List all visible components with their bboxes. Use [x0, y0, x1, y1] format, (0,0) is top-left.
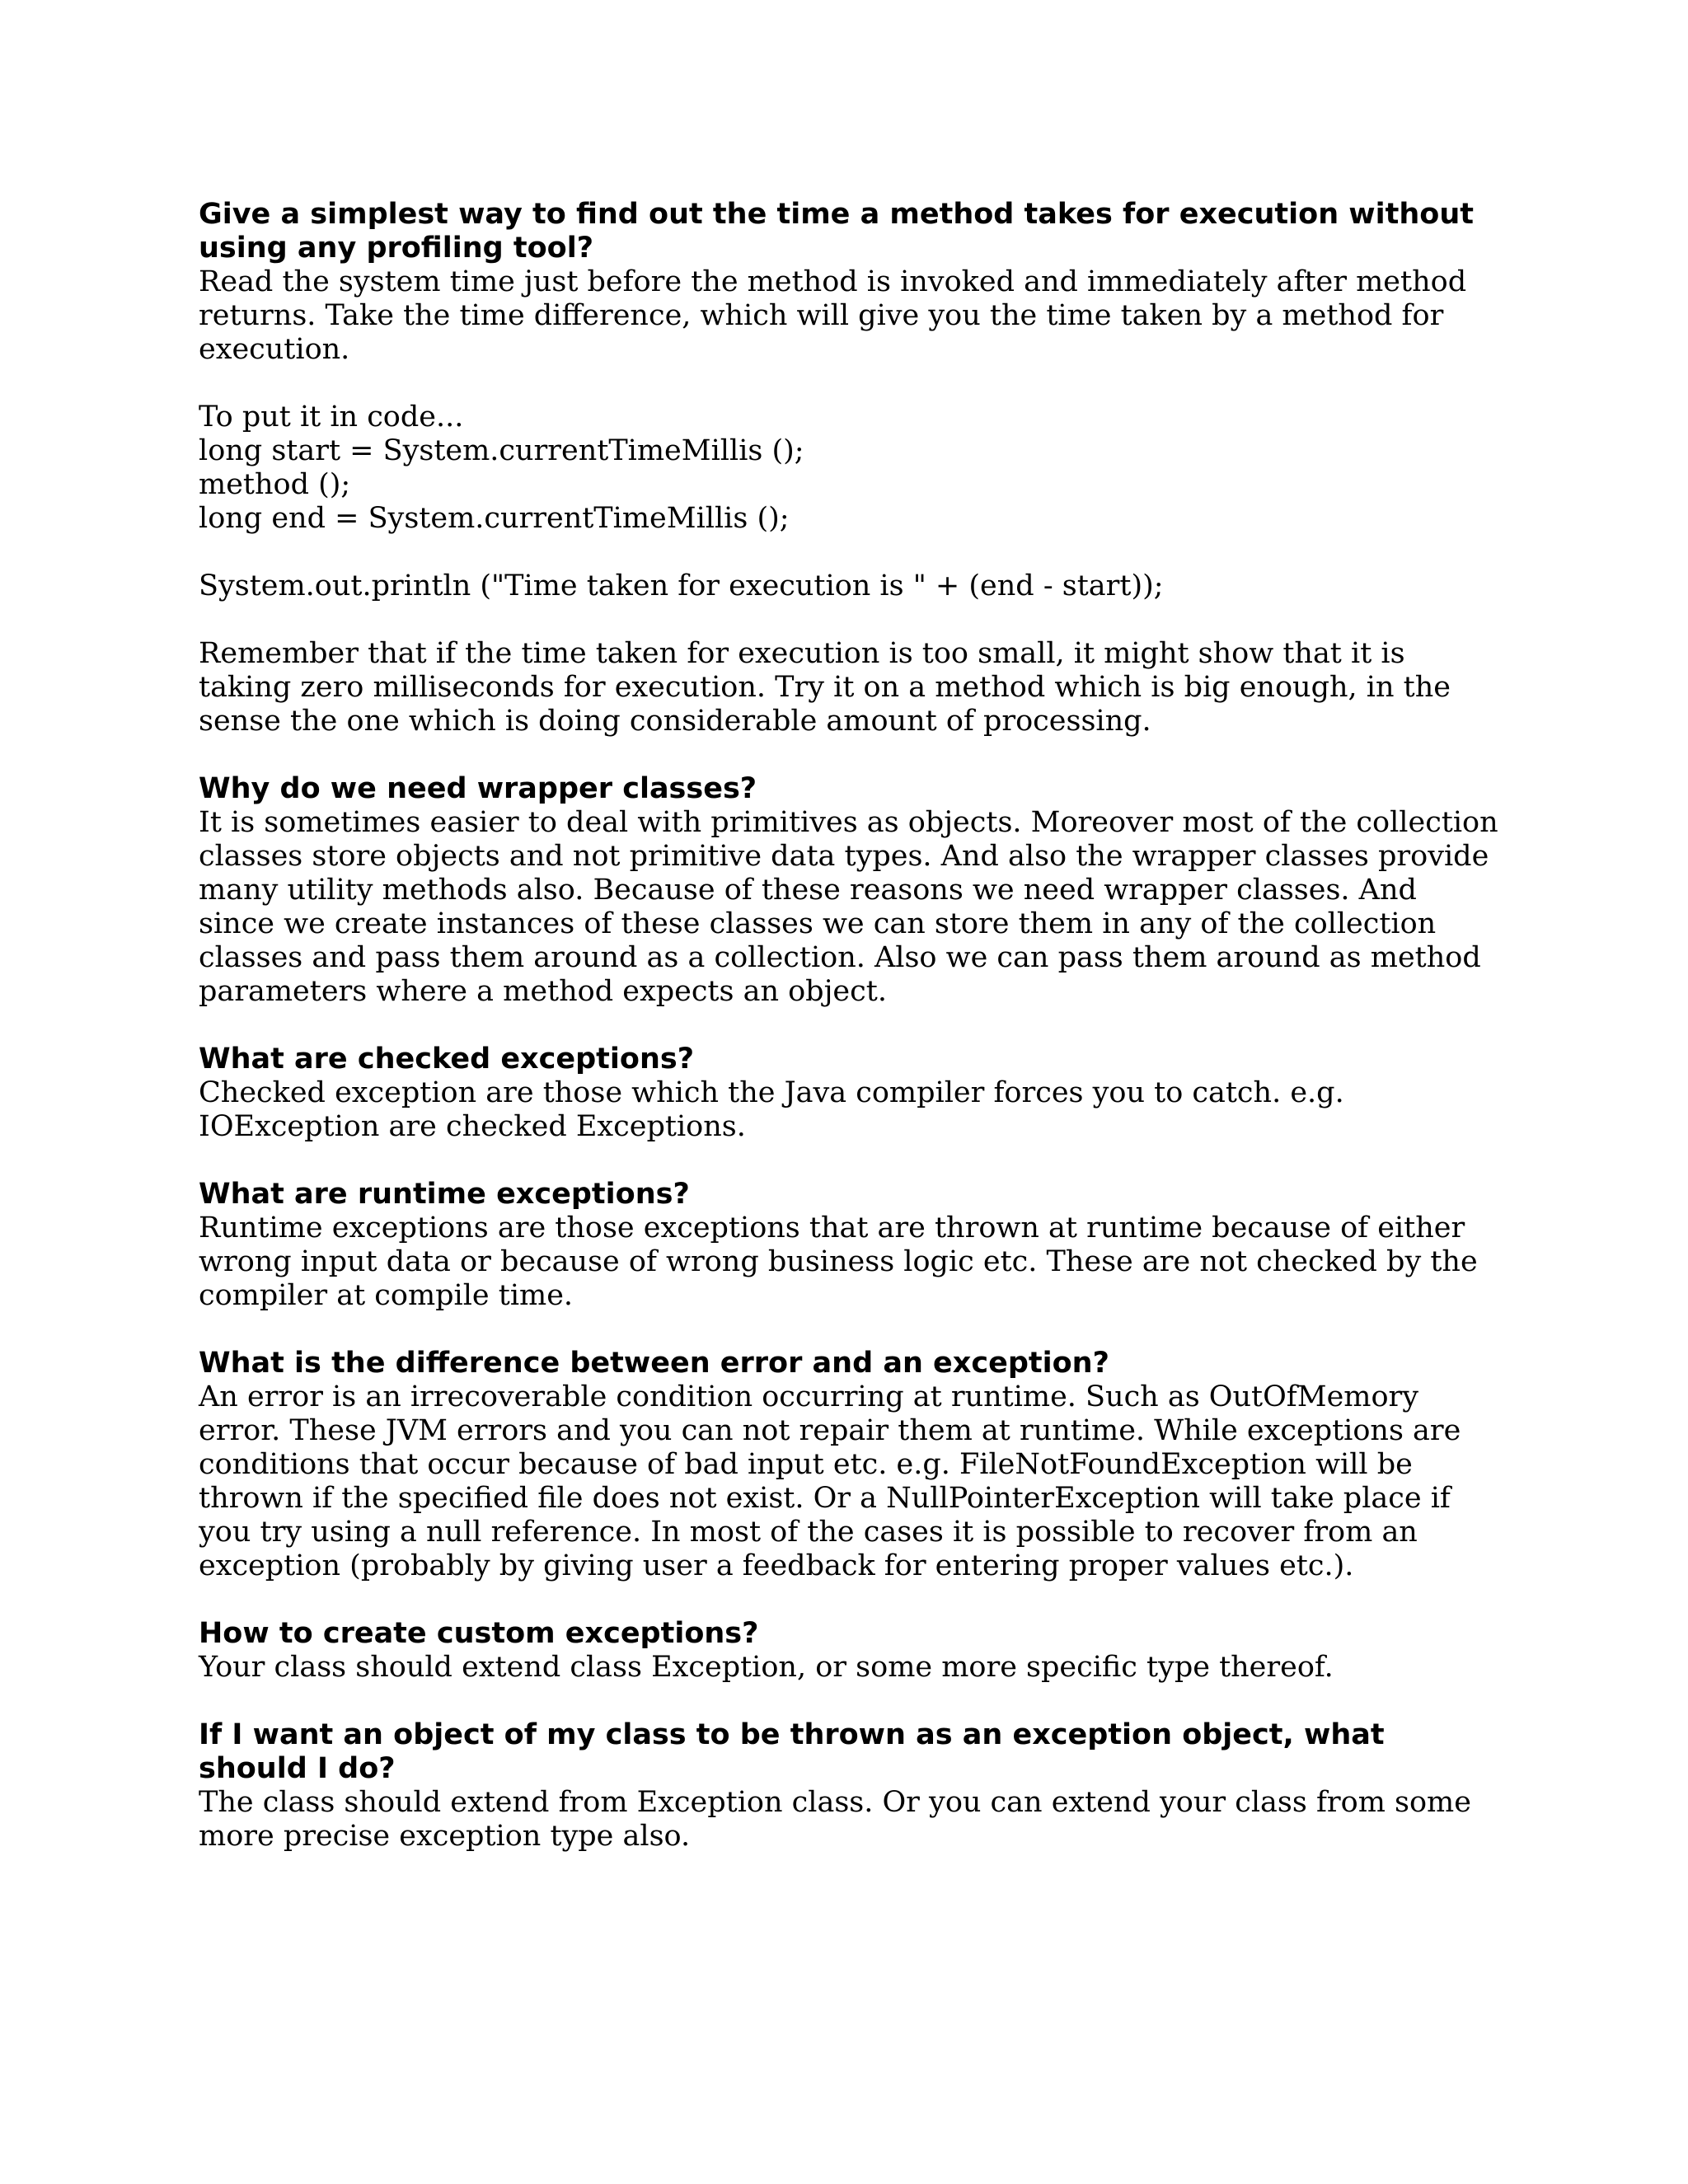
answer-paragraph: Read the system time just before the method is invoked and immediately after method returns. Take the time difference, which will give you the time taken by a method for execution.: [199, 265, 1467, 366]
question-heading: What is the difference between error and an exception?: [199, 1347, 1109, 1380]
paragraph-spacer: [199, 738, 1501, 772]
paragraph-spacer: [199, 1009, 1501, 1043]
code-line: method ();: [199, 468, 351, 501]
note-paragraph: Remember that if the time taken for execution is too small, it might show that it is taking zero milliseconds for execution. Try it on a method which is big enough, in the sense the one which is doing considerable amount of processing.: [199, 637, 1451, 738]
question-heading: Give a simplest way to find out the time a method takes for execution without using any profiling tool?: [199, 198, 1474, 265]
answer-paragraph: Runtime exceptions are those exceptions that are thrown at runtime because of either wrong input data or because of wrong business logic etc. These are not checked by the compiler at compile time.: [199, 1212, 1478, 1312]
paragraph-spacer: [199, 1144, 1501, 1178]
answer-paragraph: The class should extend from Exception class. Or you can extend your class from some more precise exception type also.: [199, 1786, 1471, 1853]
answer-paragraph: An error is an irrecoverable condition occurring at runtime. Such as OutOfMemory error. These JVM errors and you can not repair them at runtime. While exceptions are conditions that occur because of bad input etc. e.g. FileNotFoundException will be thrown if the specified file does not exist. Or a NullPointerException will take place if you try using a null reference. In most of the cases it is possible to recover from an exception (probably by giving user a feedback for entering proper values etc.).: [199, 1380, 1461, 1582]
question-heading: How to create custom exceptions?: [199, 1617, 759, 1650]
code-intro: To put it in code...: [199, 401, 464, 434]
question-heading: What are runtime exceptions?: [199, 1178, 690, 1211]
document-body: [199, 198, 1501, 1854]
paragraph-spacer: [199, 1583, 1501, 1617]
code-print-line: System.out.println ("Time taken for execution is " + (end - start));: [199, 569, 1164, 602]
question-heading: What are checked exceptions?: [199, 1043, 694, 1076]
answer-paragraph: Checked exception are those which the Java compiler forces you to catch. e.g. IOException are checked Exceptions.: [199, 1076, 1344, 1143]
answer-paragraph: Your class should extend class Exception, or some more specific type thereof.: [199, 1651, 1334, 1684]
paragraph-spacer: [199, 603, 1501, 637]
paragraph-spacer: [199, 1313, 1501, 1347]
answer-paragraph: It is sometimes easier to deal with primitives as objects. Moreover most of the collection classes store objects and not primitive data types. And also the wrapper classes provide many utility methods also. Because of these reasons we need wrapper classes. And since we create instances of these classes we can store them in any of the collection classes and pass them around as a collection. Also we can pass them around as method parameters where a method expects an object.: [199, 806, 1498, 1008]
question-heading: If I want an object of my class to be thrown as an exception object, what should I do?: [199, 1718, 1385, 1785]
question-heading: Why do we need wrapper classes?: [199, 772, 757, 805]
code-line: long end = System.currentTimeMillis ();: [199, 502, 790, 535]
paragraph-spacer: [199, 1685, 1501, 1718]
paragraph-spacer: [199, 367, 1501, 401]
paragraph-spacer: [199, 536, 1501, 569]
code-line: long start = System.currentTimeMillis ();: [199, 434, 804, 467]
